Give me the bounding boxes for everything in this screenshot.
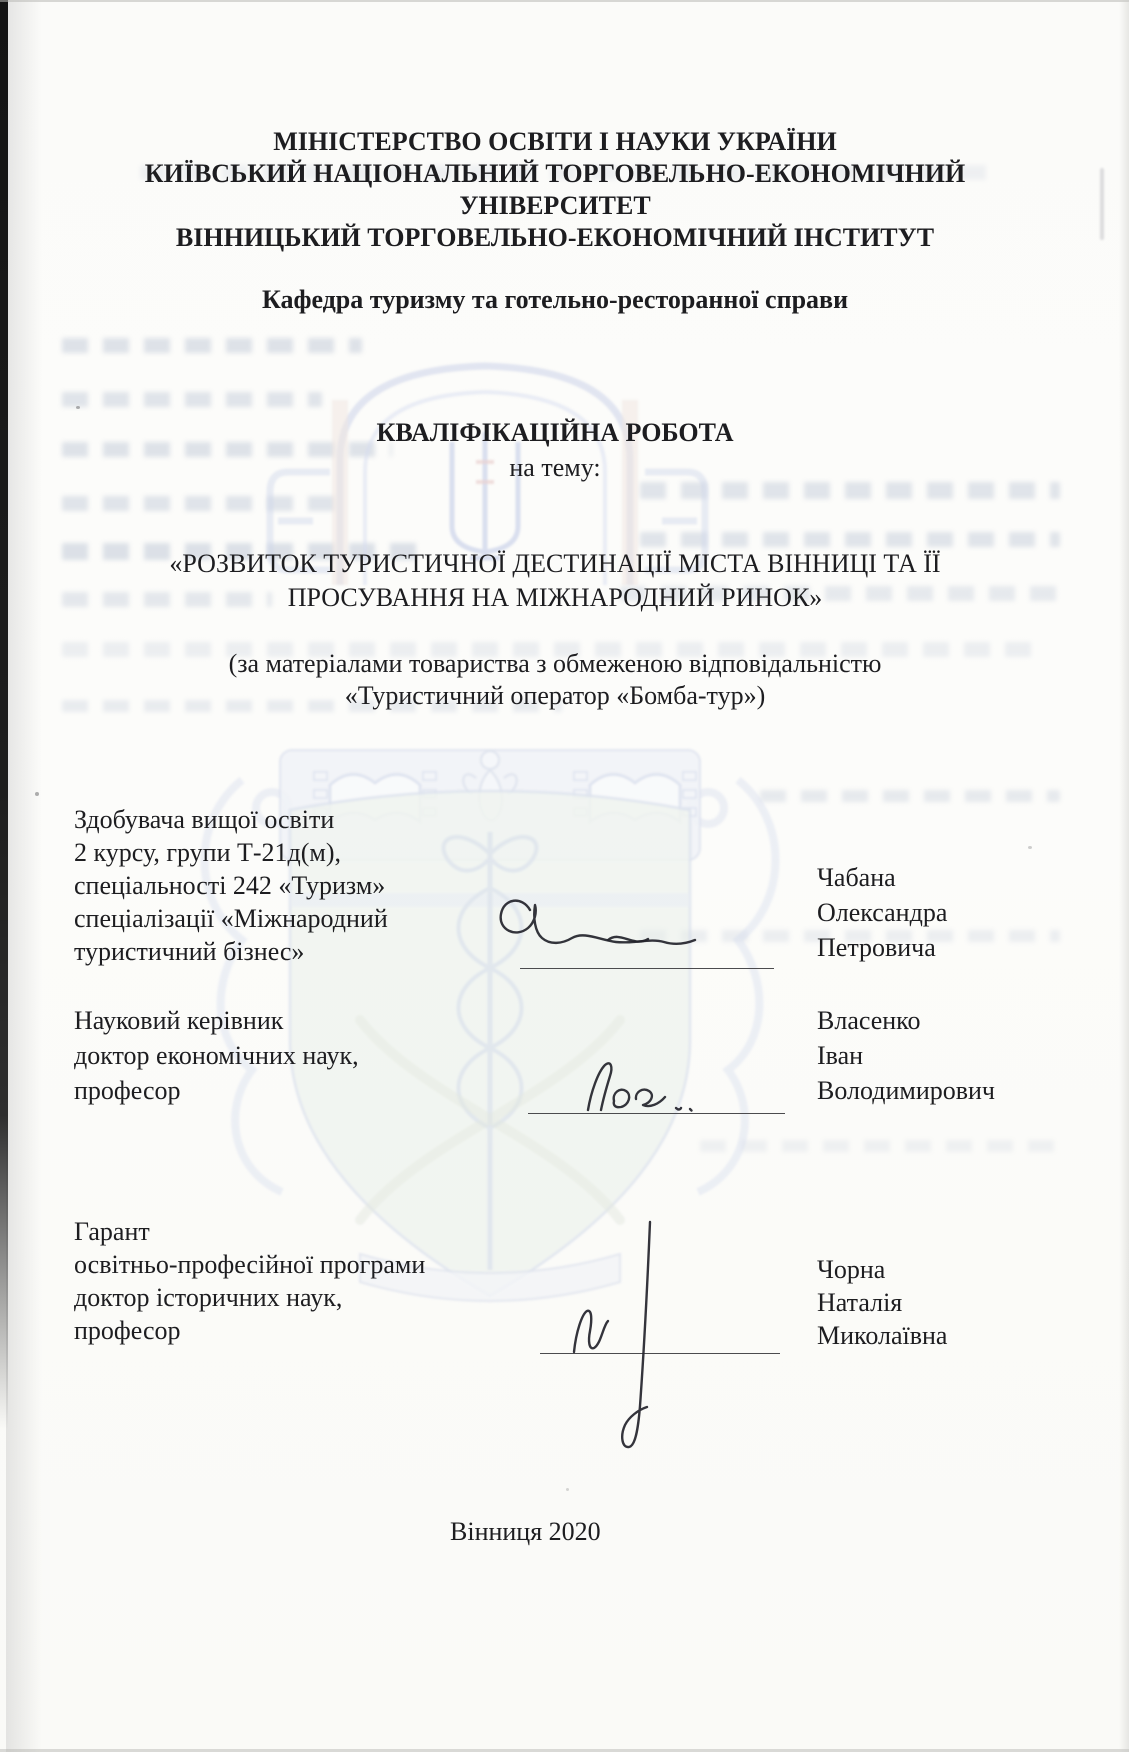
student-role-block	[74, 803, 388, 968]
institute-line: ВІННИЦЬКИЙ ТОРГОВЕЛЬНО-ЕКОНОМІЧНИЙ ІНСТИТУТ	[175, 223, 935, 252]
guarantor-signature	[548, 1210, 713, 1455]
text-line: доктор економічних наук,	[74, 1041, 359, 1070]
city-year-line: Вінниця 2020	[450, 1517, 601, 1546]
bleedthrough-row	[760, 790, 1060, 802]
dust-speck	[76, 406, 80, 409]
scan-streak	[1100, 168, 1104, 240]
ministry-line: МІНІСТЕРСТВО ОСВІТИ І НАУКИ УКРАЇНИ	[273, 127, 837, 156]
text-line: спеціальності 242 «Туризм»	[74, 871, 386, 900]
thesis-title-block	[40, 547, 1070, 615]
text-line: професор	[74, 1076, 181, 1105]
guarantor-role-block	[74, 1215, 425, 1347]
student-name-block	[817, 860, 947, 965]
text-line: освітньо-професійної програми	[74, 1250, 426, 1279]
text-line: Петровича	[817, 933, 936, 962]
text-line: спеціалізації «Міжнародний	[74, 904, 388, 933]
text-line: Іван	[817, 1041, 864, 1070]
page-left-shadow	[6, 0, 42, 1752]
university-line-1: КИЇВСЬКИЙ НАЦІОНАЛЬНИЙ ТОРГОВЕЛЬНО-ЕКОНОМІЧНИЙ	[144, 159, 966, 188]
guarantor-name-block	[817, 1253, 947, 1352]
text-line: Власенко	[817, 1006, 921, 1035]
supervisor-name-block	[817, 1003, 995, 1108]
scan-edge-left	[0, 0, 8, 1430]
materials-line-2: «Туристичний оператор «Бомба-тур»)	[344, 681, 766, 710]
dust-speck	[566, 1488, 569, 1491]
student-signature	[488, 888, 703, 973]
topic-label: на тему:	[509, 453, 601, 482]
materials-line-1: (за матеріалами товариства з обмеженою відповідальністю	[228, 649, 882, 678]
university-line-2: УНІВЕРСИТЕТ	[459, 191, 651, 220]
dust-speck	[1028, 846, 1032, 849]
text-line: 2 курсу, групи Т-21д(м),	[74, 838, 342, 867]
materials-block	[40, 648, 1070, 712]
thesis-title-line-2: ПРОСУВАННЯ НА МІЖНАРОДНИЙ РИНОК»	[287, 583, 823, 612]
text-line: Науковий керівник	[74, 1006, 284, 1035]
text-line: Наталія	[817, 1288, 903, 1317]
thesis-title-line-1: «РОЗВИТОК ТУРИСТИЧНОЇ ДЕСТИНАЦІЇ МІСТА ВІННИЦІ ТА ЇЇ	[169, 549, 941, 578]
supervisor-signature	[578, 1056, 723, 1120]
text-line: Гарант	[74, 1217, 150, 1246]
text-line: доктор історичних наук,	[74, 1283, 343, 1312]
text-line: Чорна	[817, 1255, 886, 1284]
scan-edge-top	[0, 0, 1129, 2]
text-line: Миколаївна	[817, 1321, 948, 1350]
text-line: Здобувача вищої освіти	[74, 805, 335, 834]
header-block	[40, 126, 1070, 254]
scan-edge-right	[1119, 0, 1129, 1752]
text-line: професор	[74, 1316, 181, 1345]
work-type-title: КВАЛІФІКАЦІЙНА РОБОТА	[376, 418, 734, 447]
text-line: Володимирович	[817, 1076, 996, 1105]
text-line: туристичний бізнес»	[74, 937, 305, 966]
text-line: Олександра	[817, 898, 948, 927]
department-line: Кафедра туризму та готельно-ресторанної справи	[261, 285, 849, 314]
text-line: Чабана	[817, 863, 896, 892]
supervisor-role-block	[74, 1003, 359, 1108]
